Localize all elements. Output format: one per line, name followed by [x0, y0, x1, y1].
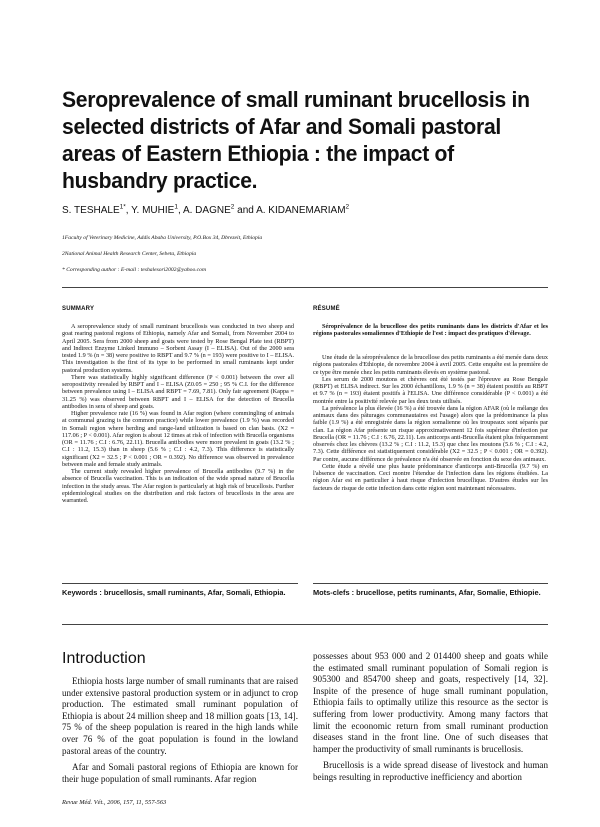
- summary-keyword-rule: [62, 583, 298, 584]
- resume-heading: RÉSUMÉ: [313, 306, 340, 312]
- introduction-paragraph: possesses about 953 000 and 2 014400 sheep and goats while the estimated small ruminant population of Somali region is 905300 and 854700 sheep and goats, respectively [14, 32]. Inspite of the presence of huge small ruminant population, Ethiopia fails to optimally utilize this resource as the sector is suffering from lower productivity. Among many factors that limit the ecoonomic return from small ruminant production diseases stand in the front line. One of such diseases that hamper the productivity of small ruminants is brucellosis.: [313, 651, 548, 754]
- resume-paragraph: La prévalence la plus élevée (16 %) a été trouvée dans la région AFAR (où le mélange des animaux dans des pâturages communautaires est l'usage) alors que la prédominance la plus faible (1.9 %) a été enregistrée dans la région somalienne où les troupeaux sont séparés par clan. La région Afar présente un risque approximativement 12 fois supérieur d'infection par Brucella (OR = 11.76 ; C.I : 6.76, 22.11). Les anticorps anti-Brucella étaient plus fréquemment observés chez les chèvres (13.2 % ; C.I : 11.2, 15.3) que chez les moutons (5.6 % ; C.I : 4.2, 7.3). Cette différence est statistiquement considérable (X2 = 32.5 ; P < 0.001 ; OR = 0.392). Par contre, aucune différence de prévalence n'a été observée en fonction du sexe des animaux.: [313, 404, 549, 463]
- resume-keywords: Mots-clefs : brucellose, petits ruminants, Afar, Somalie, Ethiopie.: [313, 588, 541, 597]
- paper-title: Seroprevalence of small ruminant brucellosis in selected districts of Afar and Somali pastoral areas of Eastern Ethiopia : the impact of husbandry practice.: [62, 87, 530, 193]
- resume-paragraph: Les serum de 2000 moutons et chèvres ont été testés par l'épreuve au Rose Bengale (RBPT) et ELISA indirect. Sur les 2000 échantillons, 1.9 % (n = 38) étaient positifs au RBPT et 9.7 % (n = 193) étaient positifs à l'ELISA. Une différence considérable (P < 0.001) a été montrée entre la positivité relevée par les deux tests utilisés.: [313, 375, 548, 405]
- abstract-bottom-rule: [62, 624, 548, 625]
- affiliation-1: 1Faculty of Veterinary Medicine, Addis Ababa University, P.O.Box 34, Dbrezeit, Ethiopia: [62, 235, 263, 241]
- resume-keyword-rule: [313, 583, 548, 584]
- affiliation-2: 2National Animal Health Research Center, Sebeta, Ethiopia: [62, 251, 197, 257]
- introduction-paragraph: Ethiopia hosts large number of small ruminants that are raised under extensive pastoral production system or in adjunct to crop production. The estimated small ruminant population of Ethiopia is about 24 million sheep and 18 million goats [13, 14]. 75 % of the sheep population is reared in the high lands while over 76 % of the goat population is found in the lowland pastoral areas of the country.: [62, 676, 298, 756]
- summary-paragraph: The current study revealed higher prevalence of Brucella antibodies (9.7 %) in the absence of Brucella vaccination. This is an indication of the wide spread nature of Brucella infection in the study areas. The Afar region is particularly at high risk of brucellosis. Further epidemiological studies on the distribution and risk factors of brucellosis in the area are warranted.: [62, 468, 294, 504]
- corresponding-author: * Corresponding author : E-mail : teshalesori2002@yahoo.com: [62, 267, 206, 273]
- introduction-paragraph: Afar and Somali pastoral regions of Ethiopia are known for their huge population of small ruminants. Afar region: [62, 762, 298, 784]
- introduction-left-column: [62, 676, 298, 790]
- summary-paragraph: Higher prevalence rate (16 %) was found in Afar region (where commingling of animals at communal grazing is the common practice) while lower prevalence (1.9 %) was recorded in Somali region where herding and range-land utilization is based on clan basis. (X2 = 117.06 ; P < 0.001). Afar region is about 12 times at risk of infection with Brucella organisms (OR = 11.76 ; C.I : 6.76, 22.11). Brucella antibodies were more prevalent in goats (13.2 % ; C.I : 11.2, 15.3) than in sheep (5.6 % ; C.I : 4.2, 7.3). This difference is statistically significant (X2 = 32.5 ; P < 0.001 ; OR = 0.392). No difference was observed in prevalence between male and female study animals.: [62, 410, 294, 468]
- summary-body: [62, 323, 294, 504]
- summary-heading: SUMMARY: [62, 306, 95, 312]
- header-rule: [62, 287, 548, 288]
- journal-citation: Revue Méd. Vét., 2006, 157, 11, 557-563: [62, 799, 167, 806]
- introduction-right-column: [313, 651, 548, 789]
- resume-paragraph: Une étude de la séroprévalence de la brucellose des petits ruminants a été menée dans deux régions pastorales d'Ethiopie, de novembre 2004 à avril 2005. Cette enquête est la première de ce type être menée chez les petits ruminants élevés en système pastoral.: [313, 354, 548, 376]
- introduction-paragraph: Brucellosis is a wide spread disease of livestock and human beings resulting in reproductive inefficiency and abortion: [313, 760, 548, 782]
- resume-title: Séroprévalence de la brucellose des petits ruminants dans les districts d'Afar et les régions pastorales somaliennes d'Ethiopie de l'est : impact des pratiques d'élevage.: [313, 323, 548, 338]
- summary-paragraph: There was statistically highly significant difference (P < 0.001) between the over all seropositivity revealed by RBPT and I – ELISA (Z0.05 = 250 ; 95 % C.I. for the difference between prevalence using I – ELISA and RBPT = 7.69, 7.81). Only fair agreement (Kappa = 31.25 %) was observed between RBPT and I – ELISA for the detection of Brucella antibodies in sera of sheep and goats.: [62, 373, 294, 410]
- summary-paragraph: A seroprevalence study of small ruminant brucellosis was conducted in two sheep and goat rearing pastoral regions of Ethiopia, namely Afar and Somali, from November 2004 to April 2005. Sera from 2000 sheep and goats were tested by Rose Bengal Plate test (RBPT) and Indirect Enzyme Linked Immuno – Sorbent Assay (I – ELISA). Out of the 2000 sera tested 1.9 % (n = 38) were positive to RBPT and 9.7 % (n = 193) were positive to I – ELISA. This investigation is the first of its type to be performed in small ruminants kept under pastoral production systems.: [62, 323, 294, 374]
- introduction-heading: Introduction: [62, 650, 146, 667]
- author-line: S. $TESHALE^{1*}$, Y. MUHIE$^1$, A. DAGNE$^2$ and A. KIDANEMARIAM$^2$: [62, 203, 350, 216]
- resume-paragraph: Cette étude a révélé une plus haute prédominance d'anticorps anti-Brucella (9.7 %) en l'absence de vaccination. Ceci montre l'étendue de l'infection dans les régions étudiées. La région Afar est en particulier à haut risque d'infection brucellique. D'autres études sur les facteurs de risque de cette infection dans cette région sont maintenant nécessaires.: [313, 462, 548, 492]
- resume-body: [313, 354, 548, 492]
- summary-keywords: Keywords : brucellosis, small ruminants, Afar, Somali, Ethiopia.: [62, 588, 286, 597]
